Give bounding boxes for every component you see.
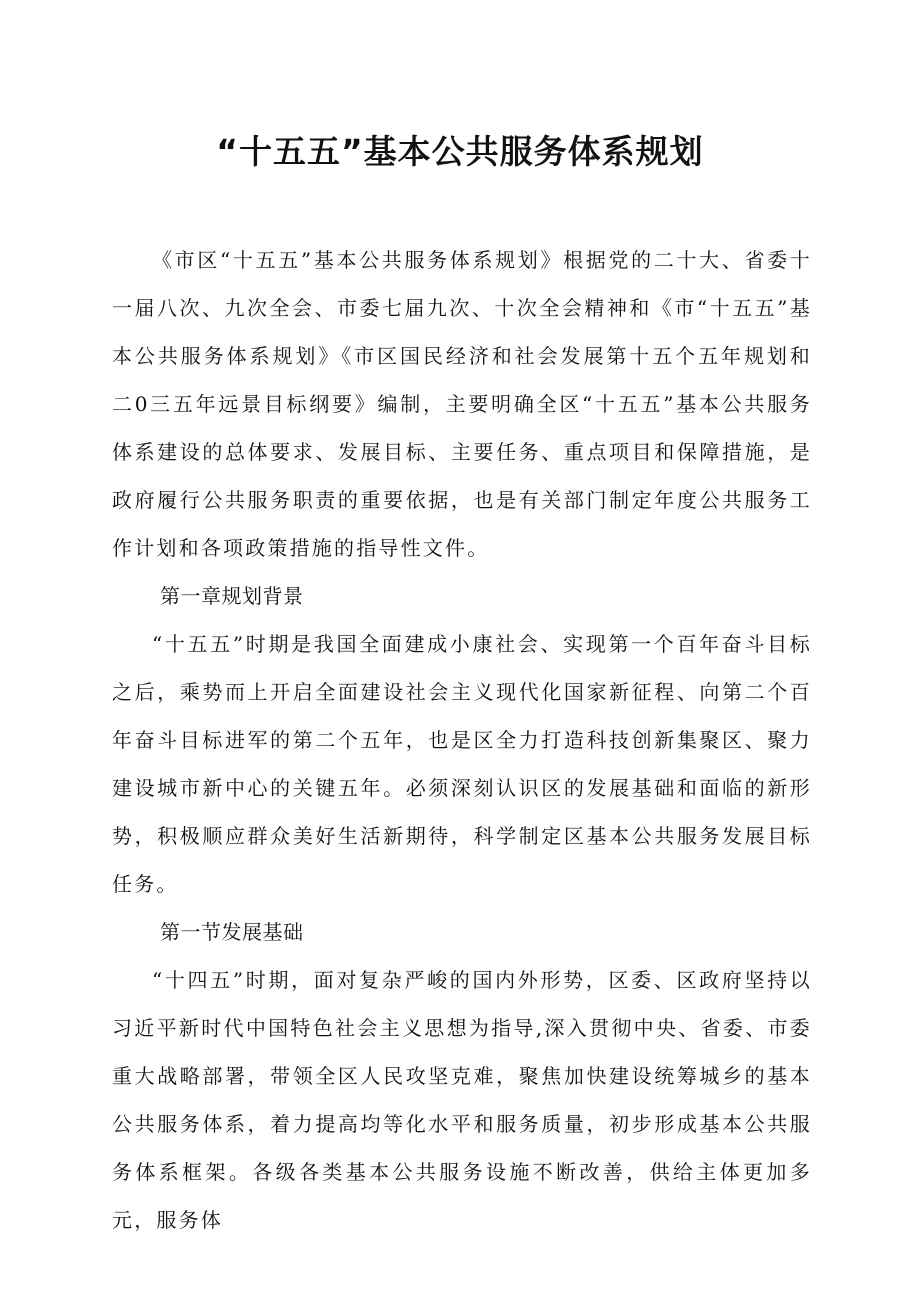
intro-paragraph: 《市区“十五五”基本公共服务体系规划》根据党的二十大、省委十一届八次、九次全会、市委七届九次、十次全会精神和《市“十五五”基本公共服务体系规划》《市区国民经济和社会发展第十五个五年规划和二0三五年远景目标纲要》编制，主要明确全区“十五五”基本公共服务体系建设的总体要求、发展目标、主要任务、重点项目和保障措施，是政府履行公共服务职责的重要依据，也是有关部门制定年度公共服务工作计划和各项政策措施的指导性文件。 — [112, 248, 812, 560]
chapter-heading: 第一章规划背景 — [160, 584, 304, 608]
document-body — [112, 236, 812, 1244]
document-title: “十五五”基本公共服务体系规划 — [216, 132, 704, 171]
chapter-paragraph: “十五五”时期是我国全面建成小康社会、实现第一个百年奋斗目标之后，乘势而上开启全面建设社会主义现代化国家新征程、向第二个百年奋斗目标进军的第二个五年，也是区全力打造科技创新集聚区、聚力建设城市新中心的关键五年。必须深刻认识区的发展基础和面临的新形势，积极顺应群众美好生活新期待，科学制定区基本公共服务发展目标任务。 — [112, 632, 812, 896]
section-paragraph: “十四五”时期，面对复杂严峻的国内外形势，区委、区政府坚持以习近平新时代中国特色社会主义思想为指导,深入贯彻中央、省委、市委重大战略部署，带领全区人民攻坚克难，聚焦加快建设统筹城乡的基本公共服务体系，着力提高均等化水平和服务质量，初步形成基本公共服务体系框架。各级各类基本公共服务设施不断改善，供给主体更加多元，服务体 — [112, 968, 812, 1232]
section-heading: 第一节发展基础 — [160, 920, 304, 944]
